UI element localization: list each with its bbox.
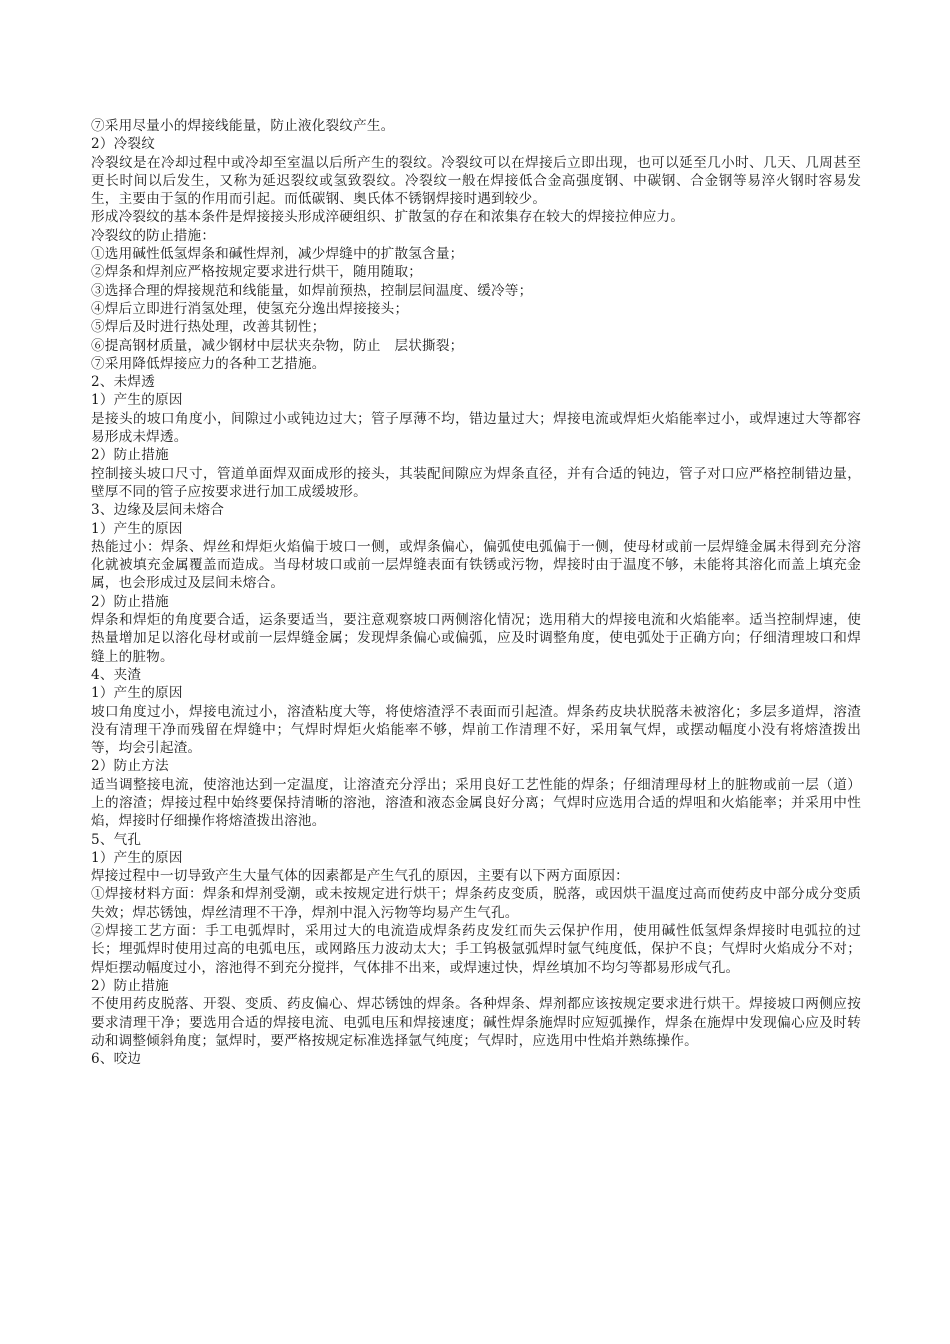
subsection-heading: 2）防止方法 [91,758,169,775]
paragraph: ②焊接工艺方面：手工电弧焊时，采用过大的电流造成焊条药皮发红而失云保护作用，使用碱性低氢焊条焊接时电弧拉的过长；埋弧焊时使用过高的电弧电压，或网路压力波动太大；手工钨极氩弧焊时氩气纯度低，保护不良；气焊时火焰成分不对；焊炬摆动幅度过小，溶池得不到充分搅拌，气体排不出来，或焊速过快，焊丝填加不均匀等都易形成气孔。 [91,923,861,976]
list-item: ②焊条和焊剂应严格按规定要求进行烘干，随用随取； [91,264,423,281]
paragraph: 不使用药皮脱落、开裂、变质、药皮偏心、焊芯锈蚀的焊条。各种焊条、焊剂都应该按规定要求进行烘干。焊接坡口两侧应按要求清理干净；要选用合适的焊接电流、电弧电压和焊接速度；碱性焊条施焊时应短弧操作，焊条在施焊中发现偏心应及时转动和调整倾斜角度；氩焊时，要严格按规定标准选择氩气纯度；气焊时，应选用中性焰并熟练操作。 [91,996,861,1049]
section-heading: 2）冷裂纹 [91,136,156,153]
section-heading: 2、未焊透 [91,374,156,391]
list-item: ⑦采用尽量小的焊接线能量，防止液化裂纹产生。 [91,118,395,134]
subsection-heading: 2）防止措施 [91,977,169,994]
list-item: ⑤焊后及时进行热处理，改善其韧性； [91,319,326,336]
section-heading: 3、边缘及层间未熔合 [91,502,224,519]
list-item: ⑥提高钢材质量，减少钢材中层状夹杂物，防止 层状撕裂； [91,337,464,354]
subsection-heading: 2）防止措施 [91,447,169,464]
paragraph: 冷裂纹的防止措施： [91,227,216,244]
section-heading: 4、夹渣 [91,666,142,683]
paragraph: ①焊接材料方面：焊条和焊剂受潮，或未按规定进行烘干；焊条药皮变质，脱落，或因烘干温度过高而使药皮中部分成分变质失效；焊芯锈蚀，焊丝清理不干净，焊剂中混入污物等均易产生气孔。 [91,886,861,921]
document-body [91,117,861,1068]
section-heading: 5、气孔 [91,831,142,848]
paragraph: 热能过小：焊条、焊丝和焊炬火焰偏于坡口一侧，或焊条偏心，偏弧使电弧偏于一侧，使母材或前一层焊缝金属未得到充分溶化就被填充金属覆盖而造成。当母材坡口或前一层焊缝表面有铁锈或污物，焊接时由于温度不够，未能将其溶化而盖上填充金属，也会形成过及层间未熔合。 [91,538,861,592]
paragraph: 适当调整接电流，使溶池达到一定温度，让溶渣充分浮出；采用良好工艺性能的焊条；仔细清理母材上的脏物或前一层（道）上的溶渣；焊接过程中始终要保持清晰的溶池，溶渣和液态金属良好分离；气焊时应选用合适的焊咀和火焰能率；并采用中性焰，焊接时仔细操作将熔渣拨出溶池。 [91,776,861,830]
paragraph: 焊接过程中一切导致产生大量气体的因素都是产生气孔的原因，主要有以下两方面原因： [91,868,629,885]
list-item: ①选用碱性低氢焊条和碱性焊剂，减少焊缝中的扩散氢含量； [91,246,464,263]
subsection-heading: 1）产生的原因 [91,392,183,409]
list-item: ③选择合理的焊接规范和线能量，如焊前预热，控制层间温度、缓冷等； [91,282,533,299]
paragraph: 坡口角度过小，焊接电流过小，溶渣粘度大等，将使熔渣浮不表面而引起渣。焊条药皮块状脱落未被溶化；多层多道焊，溶渣没有清理干净而残留在焊缝中；气焊时焊炬火焰能率不够，焊前工作清理不好，采用氧气焊，或摆动幅度小没有将熔渣拨出等，均会引起渣。 [91,703,861,757]
subsection-heading: 1）产生的原因 [91,849,183,866]
subsection-heading: 2）防止措施 [91,593,169,610]
list-item: ④焊后立即进行消氢处理，使氢充分逸出焊接接头； [91,300,409,317]
paragraph: 冷裂纹是在冷却过程中或冷却至室温以后所产生的裂纹。冷裂纹可以在焊接后立即出现，也可以延至几小时、几天、几周甚至更长时间以后发生，又称为延迟裂纹或氢致裂纹。冷裂纹一般在焊接低合金高强度钢、中碳钢、合金钢等易淬火钢时容易发生，主要由于氢的作用而引起。而低碳钢、奥氏体不锈钢焊接时遇到较少。 [91,154,861,208]
section-heading: 6、咬边 [91,1051,142,1068]
subsection-heading: 1）产生的原因 [91,685,183,702]
subsection-heading: 1）产生的原因 [91,520,183,537]
paragraph: 是接头的坡口角度小，间隙过小或钝边过大；管子厚薄不均，错边量过大；焊接电流或焊炬火焰能率过小，或焊速过大等都容易形成未焊透。 [91,410,861,446]
paragraph: 形成冷裂纹的基本条件是焊接接头形成淬硬组织、扩散氢的存在和浓集存在较大的焊接拉伸应力。 [91,209,685,226]
paragraph: 控制接头坡口尺寸，管道单面焊双面成形的接头，其装配间隙应为焊条直径，并有合适的钝边，管子对口应严格控制错边量，壁厚不同的管子应按要求进行加工成缓坡形。 [91,465,861,500]
paragraph: 焊条和焊炬的角度要合适，运条要适当，要注意观察坡口两侧溶化情况；选用稍大的焊接电流和火焰能率。适当控制焊速，使热量增加足以溶化母材或前一层焊缝金属；发现焊条偏心或偏弧，应及时调整角度，使电弧处于正确方向；仔细清理坡口和焊缝上的脏物。 [91,612,861,665]
list-item: ⑦采用降低焊接应力的各种工艺措施。 [91,355,326,372]
